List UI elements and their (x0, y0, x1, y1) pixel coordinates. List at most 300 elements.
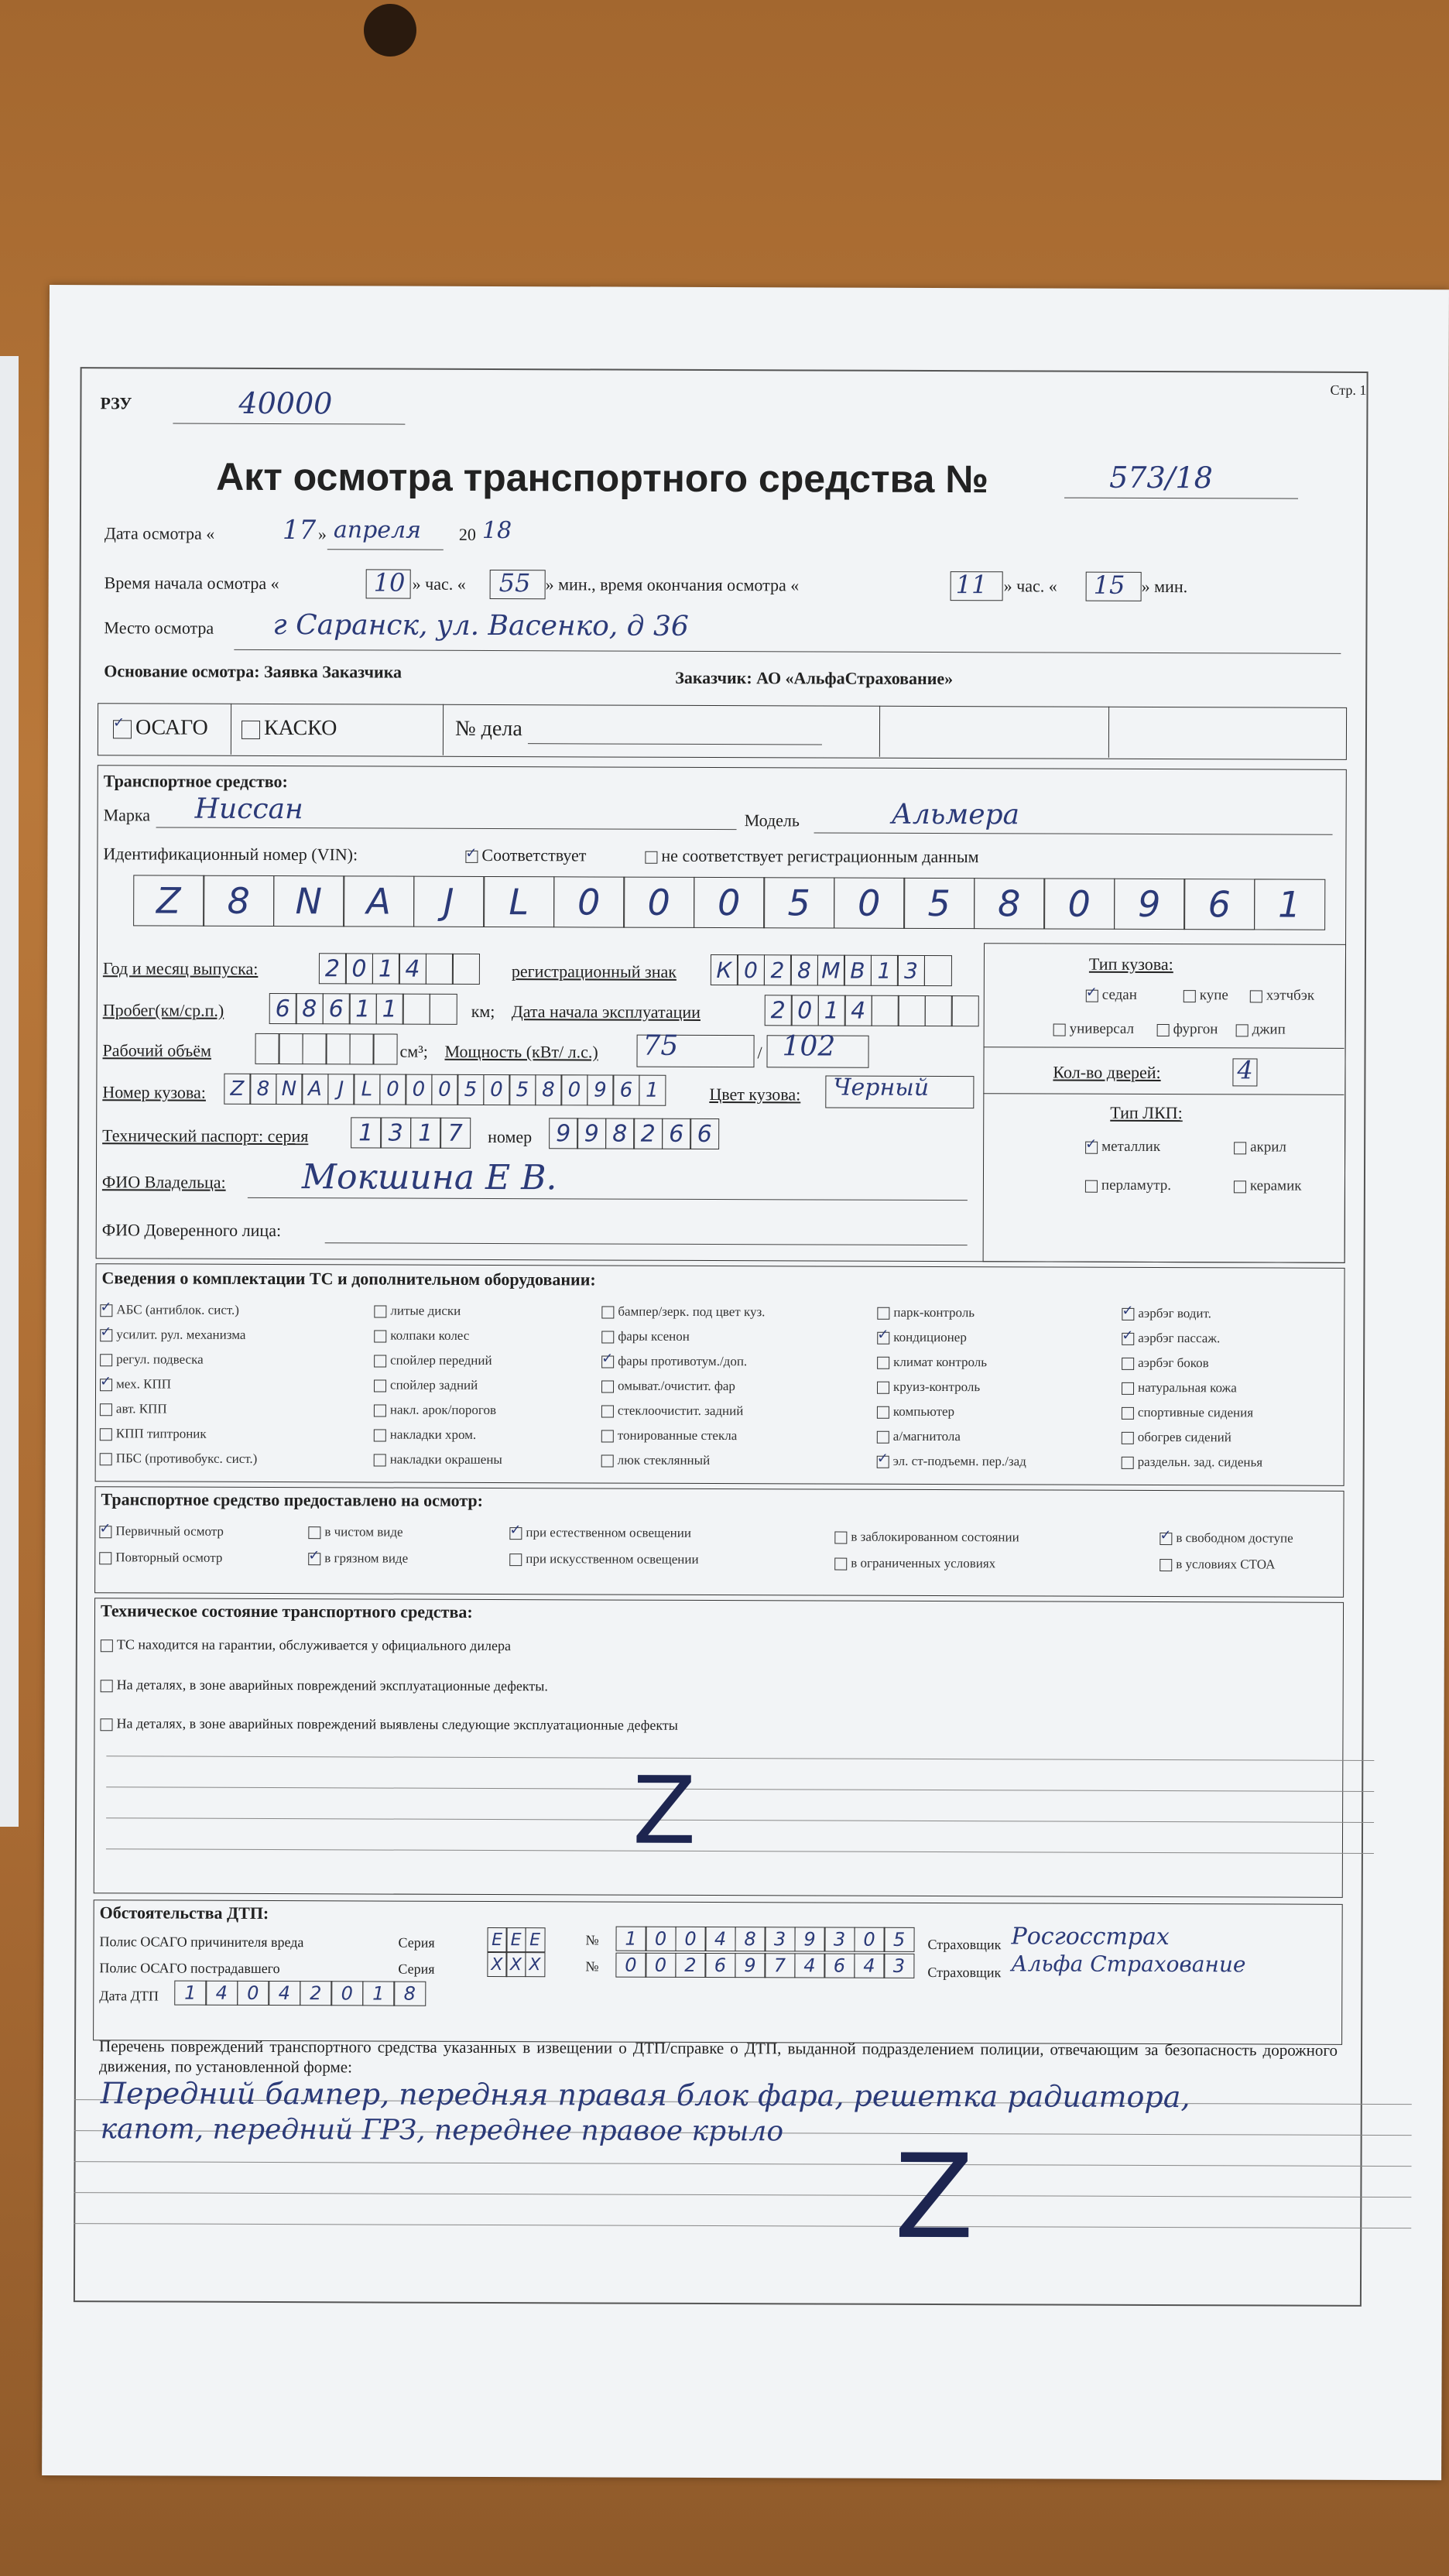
checkbox[interactable] (601, 1406, 614, 1418)
checkbox-option[interactable] (601, 1378, 735, 1394)
checkbox[interactable] (374, 1355, 386, 1368)
checkbox[interactable] (1234, 1180, 1246, 1193)
char-cell: 0 (834, 878, 905, 929)
checkbox-option[interactable] (1157, 1021, 1218, 1038)
checkbox[interactable] (601, 1356, 614, 1368)
hours-label-1: » час. « (412, 574, 466, 594)
checkbox[interactable] (834, 1558, 847, 1571)
checkbox[interactable] (877, 1382, 889, 1394)
kasko-option[interactable] (242, 716, 337, 741)
checkbox-option[interactable] (374, 1451, 502, 1468)
char-cell: 3 (764, 1927, 795, 1951)
char-cell: 1 (174, 1981, 207, 2006)
checkbox-option[interactable] (1085, 1139, 1160, 1156)
checkbox-label: КПП типтроник (115, 1426, 207, 1441)
checkbox-option[interactable] (1234, 1177, 1302, 1194)
checkbox-label: аэрбэг водит. (1138, 1305, 1211, 1321)
vin-label: Идентификационный номер (VIN): (103, 844, 358, 865)
checkbox-label: универсал (1069, 1020, 1135, 1037)
osago-label: ОСАГО (135, 715, 208, 740)
checkbox[interactable] (100, 1428, 112, 1440)
checkbox[interactable] (1122, 1432, 1134, 1444)
date-year: 18 (481, 516, 512, 545)
checkbox-option[interactable] (374, 1303, 461, 1318)
checkbox[interactable] (877, 1431, 889, 1444)
checkbox[interactable] (308, 1553, 320, 1565)
checkbox-option[interactable] (601, 1427, 738, 1444)
hours-label-2: » час. « (1003, 576, 1057, 596)
checkbox[interactable] (1053, 1023, 1066, 1036)
checkbox-option[interactable] (374, 1377, 478, 1392)
checkbox-option[interactable] (100, 1302, 239, 1318)
equipment-title: Сведения о комплектации ТС и дополнительном оборудовании: (101, 1268, 596, 1290)
end-min: 15 (1093, 570, 1125, 600)
checkbox-option[interactable] (100, 1451, 258, 1467)
char-cell: 0 (791, 995, 819, 1026)
char-cell: В (844, 955, 872, 986)
checkbox-option[interactable] (100, 1376, 171, 1392)
checkbox-option[interactable] (99, 1550, 222, 1566)
checkbox-option[interactable] (1234, 1139, 1286, 1156)
culprit-insurer-label: Страховщик (927, 1936, 1002, 1953)
checkbox[interactable] (100, 1453, 112, 1465)
char-cell: 0 (645, 1953, 676, 1978)
kasko-checkbox[interactable] (242, 720, 260, 738)
checkbox[interactable] (1160, 1559, 1172, 1571)
tech-state-line-2[interactable] (101, 1677, 548, 1694)
checkbox-option[interactable] (1236, 1021, 1286, 1038)
page-label: Стр. 1 (1330, 382, 1367, 398)
char-cell: 0 (623, 877, 694, 928)
checkbox[interactable] (877, 1307, 889, 1320)
checkbox-option[interactable] (1250, 987, 1314, 1004)
tech-state-line-3[interactable] (100, 1715, 677, 1734)
model-value: Альмера (891, 798, 1020, 831)
volume-cell (372, 1033, 397, 1064)
checkbox-option[interactable] (1184, 987, 1228, 1004)
char-cell: 1 (1254, 879, 1325, 930)
checkbox-option[interactable] (601, 1403, 743, 1419)
checkbox-label: омыват./очистит. фар (618, 1378, 735, 1394)
char-cell: Х (525, 1952, 545, 1977)
checkbox-label: в ограниченных условиях (851, 1555, 996, 1571)
checkbox[interactable] (100, 1329, 112, 1341)
checkbox[interactable] (1085, 1141, 1098, 1153)
char-cell (924, 995, 952, 1026)
checkbox-option[interactable] (877, 1379, 980, 1395)
char-cell: 6 (612, 1075, 639, 1106)
checkbox-label: кондиционер (893, 1329, 967, 1345)
checkbox[interactable] (99, 1552, 111, 1564)
checkbox-label: АБС (антиблок. сист.) (116, 1302, 239, 1317)
checkbox[interactable] (308, 1526, 320, 1539)
culprit-no-label: № (585, 1932, 599, 1948)
checkbox-option[interactable] (877, 1429, 961, 1444)
char-cell: 5 (903, 878, 975, 929)
checkbox[interactable] (601, 1430, 614, 1443)
checkbox-label: при естественном освещении (526, 1525, 691, 1540)
doors-label: Кол-во дверей: (1053, 1062, 1161, 1083)
char-cell (898, 995, 926, 1026)
char-cell: 7 (764, 1953, 795, 1978)
char-cell (425, 954, 453, 985)
checkbox[interactable] (1122, 1382, 1134, 1395)
volume-cell (302, 1033, 327, 1064)
checkbox-option[interactable] (1160, 1557, 1275, 1573)
char-cell: 8 (203, 875, 274, 927)
checkbox[interactable] (374, 1454, 386, 1467)
culprit-no-cells (616, 1927, 914, 1952)
char-cell: 4 (205, 1981, 238, 2006)
checkbox-label: литые диски (390, 1303, 461, 1318)
char-cell: 2 (764, 995, 792, 1026)
culprit-series-cells (488, 1927, 545, 1952)
char-cell (871, 995, 899, 1026)
checkbox-label: джип (1252, 1021, 1286, 1038)
checkbox-label: мех. КПП (116, 1376, 172, 1392)
checkbox[interactable] (374, 1380, 386, 1392)
checkbox-label: стеклоочистит. задний (617, 1403, 744, 1419)
checkbox-option[interactable] (374, 1402, 496, 1418)
checkbox[interactable] (601, 1307, 614, 1319)
checkbox-option[interactable] (877, 1454, 1026, 1470)
checkbox[interactable] (1184, 990, 1196, 1002)
checkbox-label: аэрбэг боков (1138, 1355, 1209, 1371)
km-label: км; (471, 1001, 495, 1022)
checkbox-label: бампер/зерк. под цвет куз. (618, 1303, 766, 1320)
char-cell: 3 (897, 955, 925, 986)
char-cell: 4 (844, 995, 872, 1026)
checkbox[interactable] (509, 1527, 522, 1540)
checkbox[interactable] (601, 1455, 614, 1468)
checkbox-option[interactable] (1122, 1405, 1253, 1421)
checkbox-option[interactable] (99, 1523, 224, 1540)
case-label: № дела (454, 716, 522, 742)
checkbox[interactable] (1157, 1024, 1170, 1036)
start-use-cells (766, 995, 979, 1026)
checkbox-option[interactable] (834, 1556, 995, 1572)
victim-label: Полис ОСАГО пострадавшего (99, 1960, 280, 1977)
checkbox-option[interactable] (308, 1550, 408, 1566)
checkbox-option[interactable] (100, 1426, 207, 1441)
char-cell (402, 994, 430, 1025)
vin-cells (134, 875, 1325, 930)
damage-intro: Перечень повреждений транспортного средства указанных в извещении о ДТП/справке о ДТП, выданной подразделением полиции, отвечающим за безопасность дорожного движения, по установленной форме: (98, 2036, 1338, 2077)
checkbox-option[interactable] (601, 1353, 747, 1369)
date-quote: » (317, 524, 327, 544)
checkbox[interactable] (374, 1331, 386, 1343)
checkbox-label: перламутр. (1101, 1177, 1172, 1194)
vin-nomatch-option[interactable] (645, 846, 978, 868)
accident-date-cells (175, 1981, 426, 2006)
checkbox-option[interactable] (877, 1305, 975, 1321)
char-cell: J (413, 876, 485, 927)
char-cell: 1 (817, 995, 845, 1026)
checkbox[interactable] (374, 1306, 386, 1318)
power-slash: / (757, 1043, 762, 1063)
checkbox-label: раздельн. зад. сиденья (1137, 1454, 1263, 1470)
victim-no-label: № (585, 1958, 599, 1975)
checkbox[interactable] (509, 1553, 522, 1566)
checkbox-label: круиз-контроль (893, 1379, 981, 1395)
act-number: 573/18 (1109, 460, 1213, 495)
char-cell: 8 (249, 1074, 276, 1105)
checkbox-label: керамик (1249, 1177, 1302, 1194)
checkbox-option[interactable] (100, 1351, 204, 1367)
checkbox-label: натуральная кожа (1138, 1379, 1237, 1396)
damage-line-1: Передний бампер, передняя правая блок фара, решетка радиатора, (100, 2076, 1190, 2115)
volume-cells (255, 1033, 397, 1065)
checkbox-option[interactable] (509, 1551, 698, 1567)
char-cell: 2 (300, 1981, 332, 2006)
checkbox-label: в заблокированном состоянии (851, 1529, 1019, 1545)
culprit-series-label: Серия (398, 1934, 435, 1951)
char-cell: A (343, 875, 414, 927)
checkbox-option[interactable] (1160, 1530, 1293, 1547)
tech-line-2-text: На деталях, в зоне аварийных повреждений эксплуатационные дефекты. (116, 1677, 548, 1694)
osago-option[interactable] (113, 715, 208, 740)
checkbox-label: накладки окрашены (389, 1451, 502, 1468)
checkbox[interactable] (1122, 1333, 1134, 1345)
brand-label: Марка (103, 805, 151, 825)
date-label: Дата осмотра « (104, 523, 215, 543)
cm3-label: см³; (399, 1041, 428, 1061)
checkbox-option[interactable] (1122, 1355, 1209, 1371)
osago-checkbox[interactable] (113, 720, 132, 738)
checkbox-label: а/магнитола (892, 1428, 961, 1444)
checkbox-label: фары ксенон (618, 1328, 690, 1344)
checkbox-label: обогрев сидений (1137, 1429, 1231, 1445)
char-cell: 1 (615, 1927, 646, 1951)
char-cell: 5 (457, 1074, 484, 1105)
year-cells (320, 953, 480, 985)
checkbox-option[interactable] (1053, 1021, 1134, 1038)
char-cell: 6 (269, 993, 296, 1024)
passport-series-cells (351, 1117, 471, 1149)
checkbox-label: Повторный осмотр (115, 1550, 223, 1565)
checkbox[interactable] (1250, 990, 1262, 1002)
checkbox-option[interactable] (1086, 987, 1137, 1004)
tech-checkbox-2[interactable] (101, 1680, 113, 1692)
basis-label: Основание осмотра: Заявка Заказчика (104, 661, 402, 682)
char-cell: 0 (379, 1074, 406, 1105)
char-cell (429, 994, 457, 1025)
char-cell: 1 (639, 1075, 666, 1106)
char-cell: J (327, 1074, 355, 1105)
kasko-label: КАСКО (263, 715, 337, 741)
char-cell: 0 (694, 877, 765, 928)
checkbox-option[interactable] (308, 1524, 402, 1540)
checkbox[interactable] (1085, 1180, 1098, 1192)
char-cell: 1 (375, 993, 403, 1024)
char-cell: 6 (690, 1118, 719, 1149)
checkbox-option[interactable] (1122, 1380, 1237, 1396)
checkbox[interactable] (100, 1354, 112, 1366)
body-type-title: Тип кузова: (1088, 954, 1173, 975)
mins-label: » мин. (1141, 576, 1188, 597)
power-hp: 102 (782, 1030, 836, 1063)
checkbox-option[interactable] (601, 1328, 690, 1344)
checkbox[interactable] (601, 1381, 614, 1393)
checkbox[interactable] (1160, 1533, 1172, 1545)
char-cell: 8 (393, 1982, 426, 2006)
victim-no-cells (616, 1953, 914, 1978)
char-cell: 6 (322, 993, 350, 1024)
checkbox-label: фургон (1173, 1021, 1218, 1038)
year-label: Год и месяц выпуска: (102, 958, 259, 978)
date-month: апреля (333, 516, 422, 544)
checkbox-option[interactable] (374, 1427, 476, 1442)
char-cell: L (353, 1074, 380, 1105)
checkbox-label: в условиях СТОА (1176, 1557, 1276, 1572)
checkbox-option[interactable] (834, 1530, 1019, 1546)
vin-match-option[interactable] (465, 845, 586, 866)
char-cell: 9 (735, 1953, 766, 1978)
checkbox[interactable] (374, 1405, 386, 1417)
checkbox[interactable] (877, 1456, 889, 1468)
char-cell: Е (505, 1927, 526, 1952)
checkbox[interactable] (100, 1403, 112, 1416)
char-cell: К (710, 954, 738, 985)
checkbox-option[interactable] (1122, 1306, 1211, 1321)
tech-line-1-text: ТС находится на гарантии, обслуживается у официального дилера (116, 1636, 511, 1654)
volume-cell (349, 1033, 374, 1064)
passport-number-label: номер (488, 1126, 533, 1147)
brand-value: Ниссан (194, 793, 303, 826)
tech-state-line-1[interactable] (101, 1636, 511, 1654)
mileage-cells (270, 993, 457, 1025)
char-cell: 6 (824, 1954, 855, 1978)
char-cell: 0 (405, 1074, 432, 1105)
checkbox[interactable] (1122, 1407, 1134, 1420)
z-mark: Z (632, 1757, 697, 1865)
body-no-cells (224, 1074, 666, 1106)
start-min: 55 (498, 568, 531, 598)
checkbox-option[interactable] (601, 1303, 765, 1320)
tech-checkbox-1[interactable] (101, 1639, 113, 1652)
char-cell: 8 (790, 954, 818, 985)
checkbox-label: аэрбэг пассаж. (1138, 1330, 1221, 1346)
char-cell: 0 (345, 953, 373, 984)
checkbox[interactable] (1234, 1142, 1246, 1154)
checkbox[interactable] (1122, 1457, 1134, 1469)
char-cell: 9 (549, 1118, 578, 1149)
checkbox-option[interactable] (100, 1327, 245, 1343)
checkbox-option[interactable] (374, 1327, 469, 1343)
checkbox-option[interactable] (877, 1330, 967, 1345)
checkbox[interactable] (1122, 1308, 1134, 1321)
passport-label: Технический паспорт: серия (102, 1125, 309, 1146)
char-cell: М (817, 954, 844, 985)
checkbox[interactable] (834, 1532, 847, 1544)
rzu-label: РЗУ (100, 393, 132, 413)
checkbox-label: Первичный осмотр (115, 1523, 224, 1539)
vehicle-title: Транспортное средство: (103, 771, 288, 792)
char-cell: 8 (535, 1074, 562, 1105)
checkbox[interactable] (374, 1430, 386, 1442)
volume-cell (278, 1033, 303, 1064)
checkbox-option[interactable] (1122, 1331, 1220, 1346)
checkbox-label: металлик (1101, 1138, 1161, 1156)
model-label: Модель (744, 810, 800, 831)
char-cell: 9 (577, 1118, 606, 1149)
checkbox-label: люк стеклянный (617, 1452, 711, 1468)
checkbox[interactable] (877, 1357, 889, 1369)
char-cell: 2 (633, 1118, 663, 1149)
checkbox-option[interactable] (100, 1401, 167, 1416)
checkbox-label: авт. КПП (115, 1401, 167, 1416)
checkbox-label: спойлер задний (390, 1377, 478, 1392)
char-cell: 0 (560, 1074, 587, 1105)
vin-nomatch-checkbox[interactable] (645, 851, 657, 864)
checkbox-label: климат контроль (893, 1354, 988, 1370)
char-cell: 6 (662, 1118, 691, 1149)
checkbox-option[interactable] (1085, 1177, 1171, 1194)
char-cell: 4 (268, 1981, 300, 2006)
checkbox-option[interactable] (877, 1404, 954, 1420)
checkbox-option[interactable] (1122, 1454, 1262, 1471)
accident-date-label: Дата ДТП (99, 1988, 159, 2004)
char-cell: 0 (1043, 878, 1115, 929)
checkbox[interactable] (1236, 1024, 1249, 1036)
char-cell: N (276, 1074, 303, 1105)
owner-value: Мокшина Е В. (301, 1157, 557, 1198)
edge-of-other-sheet (0, 356, 19, 1827)
damage-line-2: капот, передний ГРЗ, переднее правое крыло (100, 2113, 784, 2148)
checkbox[interactable] (1086, 989, 1098, 1002)
char-cell: 6 (704, 1953, 735, 1978)
checkbox-label: в чистом виде (324, 1524, 403, 1540)
tech-line-3-text: На деталях, в зоне аварийных повреждений выявлены следующие эксплуатационные дефекты (116, 1715, 678, 1733)
char-cell: 0 (854, 1927, 885, 1952)
checkbox-option[interactable] (1122, 1430, 1231, 1445)
end-hour: 11 (955, 570, 988, 600)
culprit-label: Полис ОСАГО причинителя вреда (99, 1934, 304, 1951)
start-hour: 10 (373, 567, 406, 598)
checkbox[interactable] (100, 1304, 112, 1317)
checkbox-label: накл. арок/порогов (389, 1402, 497, 1418)
char-cell: 5 (509, 1074, 536, 1105)
checkbox-option[interactable] (601, 1452, 711, 1468)
customer-label: Заказчик: АО «АльфаСтрахование» (675, 667, 954, 689)
volume-label: Рабочий объём (102, 1040, 212, 1060)
checkbox-option[interactable] (877, 1355, 987, 1370)
checkbox-option[interactable] (509, 1525, 691, 1541)
char-cell: 3 (883, 1954, 914, 1978)
power-label: Мощность (кВт/ л.с.) (444, 1041, 598, 1062)
char-cell: 5 (883, 1927, 914, 1952)
checkbox[interactable] (601, 1331, 614, 1344)
char-cell: 1 (362, 1981, 395, 2006)
char-cell: 8 (296, 993, 324, 1024)
checkbox-label: регул. подвеска (116, 1351, 204, 1367)
checkbox-label: купе (1199, 987, 1228, 1004)
char-cell: 5 (763, 877, 834, 928)
char-cell (923, 955, 951, 986)
vin-match-checkbox[interactable] (465, 851, 478, 863)
char-cell: N (273, 875, 344, 927)
char-cell: 0 (645, 1927, 676, 1951)
checkbox[interactable] (100, 1379, 112, 1391)
tech-state-title: Техническое состояние транспортного средства: (100, 1601, 473, 1622)
table-hole (364, 4, 416, 57)
checkbox-option[interactable] (374, 1352, 492, 1368)
checkbox[interactable] (99, 1526, 111, 1538)
tech-checkbox-3[interactable] (100, 1718, 112, 1731)
checkbox[interactable] (1122, 1358, 1134, 1370)
checkbox[interactable] (877, 1332, 889, 1345)
checkbox[interactable] (877, 1406, 889, 1419)
